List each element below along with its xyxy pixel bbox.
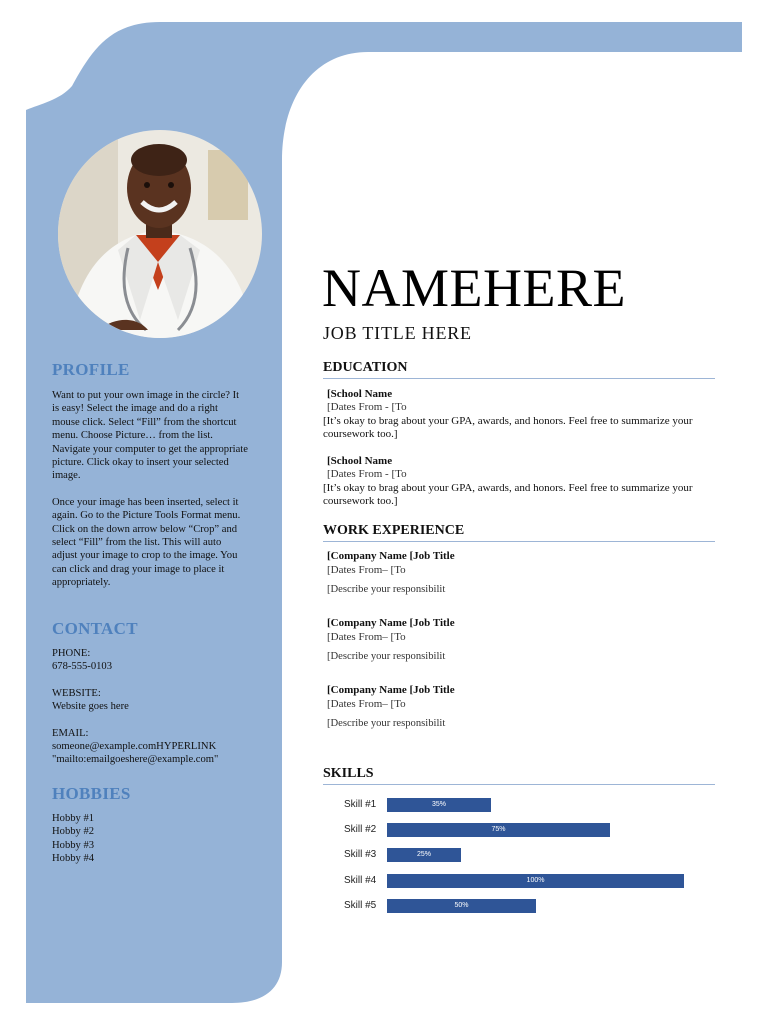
work-dates: [Dates From– [To [327, 631, 406, 643]
skill-bar [387, 899, 536, 913]
profile-line: Once your image has been inserted, select it [52, 496, 239, 508]
hobby-item: Hobby #2 [52, 826, 95, 838]
email-label: EMAIL: [52, 727, 89, 739]
profile-paragraph-1 [52, 389, 266, 483]
contact-details [52, 647, 266, 780]
school-description-cont: coursework too.] [323, 495, 398, 508]
profile-line: select “Fill” from the list. This will auto [52, 537, 222, 549]
school-dates: [Dates From - [To [327, 401, 407, 414]
phone-value: 678-555-0103 [52, 661, 113, 673]
hobby-item: Hobby #4 [52, 853, 95, 865]
skill-label: Skill #3 [344, 849, 377, 860]
education-entry [323, 455, 723, 509]
skill-percent: 25% [416, 851, 431, 858]
skill-percent: 50% [454, 902, 469, 909]
contact-email [52, 727, 266, 767]
skill-label: Skill #4 [344, 875, 377, 886]
profile-line: is easy! Select the image and do a right [52, 403, 218, 415]
skill-label: Skill #5 [344, 900, 377, 911]
education-heading: EDUCATION [323, 360, 715, 379]
school-description: [It’s okay to brag about your GPA, awards, and honors. Feel free to summarize your [323, 481, 693, 494]
school-description: [It’s okay to brag about your GPA, awards, and honors. Feel free to summarize your [323, 414, 693, 427]
profile-line: image. [52, 470, 81, 482]
email-link[interactable]: someone@example.comHYPERLINK [52, 741, 217, 753]
work-description: [Describe your responsibilit [327, 584, 446, 595]
profile-line: menu. Choose Picture… from the list. [52, 430, 213, 442]
skill-bar [387, 874, 684, 888]
work-description: [Describe your responsibilit [327, 651, 446, 662]
profile-line: appropriately. [52, 577, 111, 589]
contact-website [52, 687, 266, 714]
work-title: [Company Name [Job Title [327, 684, 455, 696]
email-link-continued[interactable]: "mailto:emailgoeshere@example.com" [52, 754, 219, 766]
profile-line: can click and drag your image to place it [52, 563, 225, 575]
skill-bar [387, 823, 610, 837]
school-name: [School Name [327, 455, 393, 467]
hobby-item: Hobby #3 [52, 839, 95, 851]
skill-bar [387, 798, 491, 812]
profile-line: Click on the down arrow below “Crop” and [52, 523, 238, 535]
profile-heading: PROFILE [52, 360, 130, 379]
skill-percent: 35% [431, 801, 446, 808]
skills-chart [323, 790, 723, 920]
profile-line: picture. Click okay to insert your selected [52, 457, 229, 469]
contact-heading: CONTACT [52, 619, 138, 638]
profile-paragraph-2 [52, 496, 266, 590]
work-description: [Describe your responsibilit [327, 718, 446, 729]
skill-label: Skill #1 [344, 799, 377, 810]
work-dates: [Dates From– [To [327, 564, 406, 576]
contact-phone [52, 647, 266, 674]
website-label: WEBSITE: [52, 687, 101, 699]
profile-text [52, 389, 266, 603]
education-entry [323, 388, 723, 442]
skill-bar [387, 848, 461, 862]
hobbies-heading: HOBBIES [52, 784, 131, 803]
hobbies-list [52, 812, 266, 866]
school-description-cont: coursework too.] [323, 428, 398, 441]
school-name: [School Name [327, 388, 393, 400]
skills-heading: SKILLS [323, 766, 715, 785]
profile-line: Navigate your computer to get the appropriate [52, 443, 248, 455]
profile-line: again. Go to the Picture Tools Format menu. [52, 510, 241, 522]
hobby-item: Hobby #1 [52, 813, 95, 824]
profile-line: Want to put your own image in the circle? It [52, 390, 240, 401]
skill-label: Skill #2 [344, 824, 377, 835]
work-title: [Company Name [Job Title [327, 550, 455, 562]
profile-line: adjust your image to crop to the image. You [52, 550, 238, 562]
work-experience-heading: WORK EXPERIENCE [323, 523, 715, 542]
profile-photo[interactable] [58, 130, 262, 338]
school-dates: [Dates From - [To [327, 468, 407, 481]
profile-line: mouse click. Select “Fill” from the shortcut [52, 416, 237, 428]
candidate-name: NAMEHERE [322, 258, 626, 318]
website-link[interactable]: Website goes here [52, 701, 129, 713]
job-title: JOB TITLE HERE [323, 323, 472, 343]
work-title: [Company Name [Job Title [327, 617, 455, 629]
skill-percent: 75% [491, 826, 506, 833]
phone-label: PHONE: [52, 648, 91, 659]
skill-percent: 100% [526, 877, 545, 884]
work-dates: [Dates From– [To [327, 698, 406, 710]
